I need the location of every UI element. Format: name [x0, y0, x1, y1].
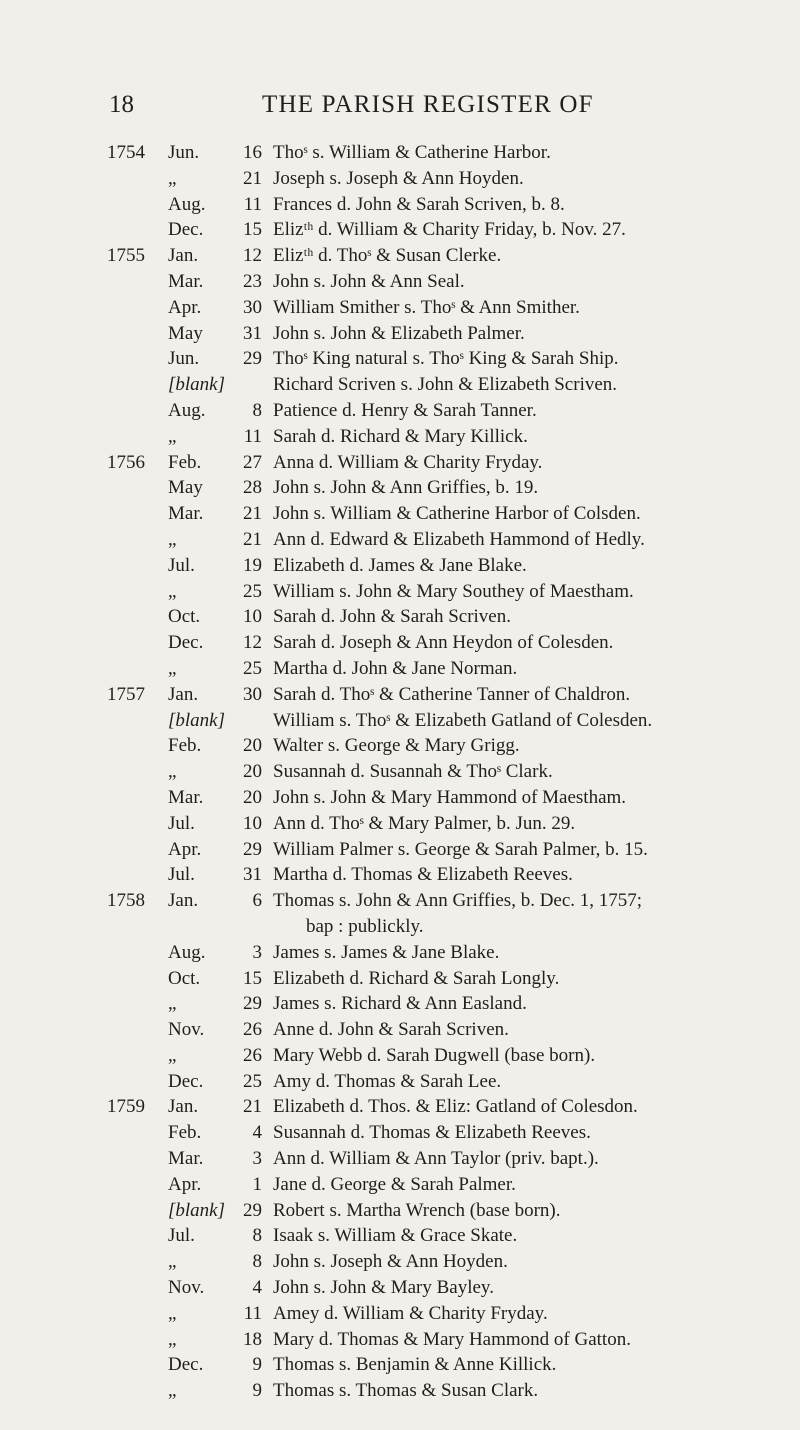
entry-day: 21: [243, 503, 262, 525]
entry-month: Aug.: [168, 941, 206, 963]
entry-day: 20: [243, 786, 262, 808]
entry-month: Feb.: [168, 1122, 202, 1144]
entry-day: 8: [252, 399, 262, 421]
register-entry: [0, 1275, 800, 1301]
entry-record: Sarah d. John & Sarah Scriven.: [273, 606, 511, 628]
register-entry: [0, 1249, 800, 1275]
entry-year: 1756: [107, 451, 145, 473]
entry-month: Nov.: [168, 1277, 205, 1299]
entry-record: Elizᵗʰ d. William & Charity Friday, b. Nov. 27.: [273, 219, 626, 241]
entry-record: James s. Richard & Ann Easland.: [273, 993, 527, 1015]
entry-day: 25: [243, 580, 262, 602]
register-entry: [0, 759, 800, 785]
entry-month: May: [168, 322, 203, 344]
register-entry: [0, 604, 800, 630]
entry-day: 16: [243, 142, 262, 163]
register-entry: [0, 579, 800, 605]
entry-day: 25: [243, 657, 262, 679]
entry-day: 3: [252, 1148, 262, 1170]
register-entry: [0, 785, 800, 811]
entry-day: 20: [243, 735, 262, 757]
entry-record: Thomas s. Thomas & Susan Clark.: [273, 1380, 539, 1402]
entry-month: Mar.: [168, 786, 204, 808]
entry-record: William s. Thoˢ & Elizabeth Gatland of Colesden.: [273, 709, 653, 731]
register-entry: [0, 269, 800, 295]
entry-record: Anna d. William & Charity Fryday.: [273, 451, 543, 473]
entry-record: John s. Joseph & Ann Hoyden.: [273, 1251, 508, 1273]
entry-month: Feb.: [168, 735, 202, 757]
entry-record: Amy d. Thomas & Sarah Lee.: [273, 1070, 502, 1092]
entry-month: Jun.: [168, 348, 200, 370]
register-entry: [0, 966, 800, 992]
entry-day: 4: [252, 1122, 262, 1144]
entry-record: Robert s. Martha Wrench (base born).: [273, 1199, 561, 1221]
entry-month: Feb.: [168, 451, 202, 473]
entry-month: Nov.: [168, 1019, 205, 1041]
entry-record: James s. James & Jane Blake.: [273, 941, 500, 963]
register-entry: [0, 1301, 800, 1327]
register-entry: [0, 140, 800, 166]
entry-day: 11: [243, 425, 262, 447]
entry-record: Thoˢ King natural s. Thoˢ King & Sarah Ship.: [273, 348, 619, 370]
register-entry: [0, 991, 800, 1017]
entry-record: Richard Scriven s. John & Elizabeth Scriven.: [273, 374, 618, 396]
entry-record: Martha d. Thomas & Elizabeth Reeves.: [273, 864, 573, 886]
register-entry: [0, 243, 800, 269]
entry-month: Mar.: [168, 503, 204, 525]
entry-month: Apr.: [168, 1173, 202, 1195]
register-entry: [0, 630, 800, 656]
register-entry: [0, 811, 800, 837]
page-number: 18: [109, 91, 134, 118]
entry-day: 29: [243, 348, 262, 370]
register-entry: [0, 1327, 800, 1353]
register-entry: [0, 1223, 800, 1249]
register-entry: [0, 1069, 800, 1095]
entry-day: 10: [243, 606, 262, 628]
register-entry: [0, 1043, 800, 1069]
entry-month: „: [168, 761, 177, 783]
entry-month: „: [168, 1380, 177, 1402]
entry-day: 18: [243, 1328, 262, 1350]
entry-month: Mar.: [168, 1148, 204, 1170]
entry-day: 29: [243, 1199, 262, 1221]
entry-day: 21: [243, 1096, 262, 1118]
entry-record: Amey d. William & Charity Fryday.: [273, 1302, 548, 1324]
entry-record: Joseph s. Joseph & Ann Hoyden.: [273, 167, 524, 189]
entry-day: 20: [243, 761, 262, 783]
entry-day: 6: [252, 890, 262, 912]
entry-record: Thomas s. John & Ann Griffies, b. Dec. 1, 1757;: [273, 890, 643, 912]
entry-day: 4: [252, 1277, 262, 1299]
entry-month: „: [168, 993, 177, 1015]
entry-record: Walter s. George & Mary Grigg.: [273, 735, 520, 757]
entry-month: Jan.: [168, 890, 199, 912]
entry-month: Jun.: [168, 142, 200, 163]
register-entry: [0, 295, 800, 321]
entry-record: Sarah d. Richard & Mary Killick.: [273, 425, 528, 447]
entry-month: May: [168, 477, 203, 499]
entry-month: Dec.: [168, 1354, 204, 1376]
register-entry: [0, 501, 800, 527]
entry-day: 25: [243, 1070, 262, 1092]
entry-record: Jane d. George & Sarah Palmer.: [273, 1173, 516, 1195]
entry-month: „: [168, 528, 177, 550]
entry-month: [blank]: [168, 374, 225, 396]
entry-record: William Smither s. Thoˢ & Ann Smither.: [273, 296, 580, 318]
entry-month: „: [168, 657, 177, 679]
entry-day: 21: [243, 528, 262, 550]
register-entry: [0, 733, 800, 759]
entry-record: William s. John & Mary Southey of Maestham.: [273, 580, 634, 602]
entry-day: 9: [252, 1380, 262, 1402]
entry-record: bap : publickly.: [306, 915, 424, 937]
register-entry: [0, 346, 800, 372]
entry-month: „: [168, 580, 177, 602]
register-entry: [0, 166, 800, 192]
entry-month: „: [168, 1328, 177, 1350]
entry-month: „: [168, 1044, 177, 1066]
entry-day: 31: [243, 322, 262, 344]
entry-day: 11: [243, 1302, 262, 1324]
entry-day: 28: [243, 477, 262, 499]
entry-day: 15: [243, 967, 262, 989]
entry-record: Thoˢ s. William & Catherine Harbor.: [273, 142, 551, 163]
entry-day: 8: [252, 1225, 262, 1247]
entry-month: „: [168, 1251, 177, 1273]
register-entry: [0, 682, 800, 708]
register-entry: [0, 475, 800, 501]
entry-record: John s. John & Mary Hammond of Maestham.: [273, 786, 627, 808]
entry-day: 26: [243, 1019, 262, 1041]
entry-month: Aug.: [168, 193, 206, 215]
entry-month: Mar.: [168, 270, 204, 292]
register-entry: [0, 656, 800, 682]
register-entry: [0, 424, 800, 450]
entry-day: 30: [243, 683, 262, 705]
register-entry: [0, 708, 800, 734]
entry-record: Frances d. John & Sarah Scriven, b. 8.: [273, 193, 565, 215]
entry-record: Mary d. Thomas & Mary Hammond of Gatton.: [273, 1328, 631, 1350]
entry-day: 23: [243, 270, 262, 292]
entry-day: 11: [243, 193, 262, 215]
entry-record: Elizabeth d. James & Jane Blake.: [273, 554, 527, 576]
entry-month: „: [168, 167, 177, 189]
register-entry: [0, 1352, 800, 1378]
register-entry: [0, 553, 800, 579]
entry-month: „: [168, 1302, 177, 1324]
register-entry: [0, 1120, 800, 1146]
entry-day: 12: [243, 632, 262, 654]
entry-record: Sarah d. Thoˢ & Catherine Tanner of Chaldron.: [273, 683, 631, 705]
entry-record: Ann d. William & Ann Taylor (priv. bapt.).: [273, 1148, 599, 1170]
entry-record: William Palmer s. George & Sarah Palmer, b. 15.: [273, 838, 648, 860]
entry-month: Oct.: [168, 606, 201, 628]
entry-record: John s. William & Catherine Harbor of Colsden.: [273, 503, 641, 525]
entry-day: 19: [243, 554, 262, 576]
register-entry: [0, 1378, 800, 1404]
entry-month: Jan.: [168, 245, 199, 267]
entry-record: Mary Webb d. Sarah Dugwell (base born).: [273, 1044, 596, 1066]
register-entries: [0, 140, 800, 1404]
running-title: THE PARISH REGISTER OF: [262, 91, 594, 118]
entry-month: „: [168, 425, 177, 447]
entry-month: Jan.: [168, 1096, 199, 1118]
entry-record: Ann d. Edward & Elizabeth Hammond of Hedly.: [273, 528, 645, 550]
entry-day: 10: [243, 812, 262, 834]
entry-day: 8: [252, 1251, 262, 1273]
entry-month: Oct.: [168, 967, 201, 989]
register-entry: [0, 192, 800, 218]
entry-month: Aug.: [168, 399, 206, 421]
entry-month: Dec.: [168, 219, 204, 241]
entry-year: 1759: [107, 1096, 145, 1118]
entry-record: Susannah d. Thomas & Elizabeth Reeves.: [273, 1122, 591, 1144]
register-entry: [0, 1017, 800, 1043]
register-entry: [0, 1172, 800, 1198]
entry-day: 27: [243, 451, 262, 473]
entry-month: Jul.: [168, 1225, 195, 1247]
entry-day: 29: [243, 993, 262, 1015]
entry-month: Jan.: [168, 683, 199, 705]
entry-record: John s. John & Mary Bayley.: [273, 1277, 494, 1299]
entry-record: Thomas s. Benjamin & Anne Killick.: [273, 1354, 557, 1376]
entry-month: Jul.: [168, 864, 195, 886]
entry-day: 9: [252, 1354, 262, 1376]
entry-record: John s. John & Ann Griffies, b. 19.: [273, 477, 539, 499]
entry-day: 29: [243, 838, 262, 860]
entry-month: Apr.: [168, 838, 202, 860]
register-entry: [0, 398, 800, 424]
register-entry: [0, 862, 800, 888]
entry-month: Apr.: [168, 296, 202, 318]
register-entry: [0, 914, 800, 940]
entry-record: Elizabeth d. Richard & Sarah Longly.: [273, 967, 560, 989]
register-entry: [0, 940, 800, 966]
entry-record: Patience d. Henry & Sarah Tanner.: [273, 399, 537, 421]
entry-record: John s. John & Ann Seal.: [273, 270, 465, 292]
entry-record: Martha d. John & Jane Norman.: [273, 657, 518, 679]
entry-record: Elizᵗʰ d. Thoˢ & Susan Clerke.: [273, 245, 502, 267]
entry-month: Dec.: [168, 1070, 204, 1092]
entry-day: 21: [243, 167, 262, 189]
entry-year: 1754: [107, 142, 145, 163]
register-entry: [0, 1146, 800, 1172]
entry-record: Ann d. Thoˢ & Mary Palmer, b. Jun. 29.: [273, 812, 576, 834]
entry-day: 1: [252, 1173, 262, 1195]
register-entry: [0, 1094, 800, 1120]
entry-month: [blank]: [168, 709, 225, 731]
register-entry: [0, 1198, 800, 1224]
entry-record: John s. John & Elizabeth Palmer.: [273, 322, 525, 344]
entry-record: Isaak s. William & Grace Skate.: [273, 1225, 518, 1247]
entry-day: 30: [243, 296, 262, 318]
entry-month: Jul.: [168, 554, 195, 576]
entry-month: [blank]: [168, 1199, 225, 1221]
entry-record: Susannah d. Susannah & Thoˢ Clark.: [273, 761, 553, 783]
entry-month: Jul.: [168, 812, 195, 834]
entry-day: 3: [252, 941, 262, 963]
entry-record: Sarah d. Joseph & Ann Heydon of Colesden.: [273, 632, 614, 654]
entry-year: 1755: [107, 245, 145, 267]
register-entry: [0, 217, 800, 243]
register-entry: [0, 888, 800, 914]
entry-year: 1758: [107, 890, 145, 912]
entry-day: 31: [243, 864, 262, 886]
register-entry: [0, 527, 800, 553]
register-entry: [0, 372, 800, 398]
register-entry: [0, 450, 800, 476]
entry-record: Elizabeth d. Thos. & Eliz: Gatland of Colesdon.: [273, 1096, 638, 1118]
entry-day: 26: [243, 1044, 262, 1066]
register-entry: [0, 321, 800, 347]
register-entry: [0, 837, 800, 863]
entry-year: 1757: [107, 683, 145, 705]
entry-day: 12: [243, 245, 262, 267]
entry-day: 15: [243, 219, 262, 241]
entry-record: Anne d. John & Sarah Scriven.: [273, 1019, 509, 1041]
entry-month: Dec.: [168, 632, 204, 654]
